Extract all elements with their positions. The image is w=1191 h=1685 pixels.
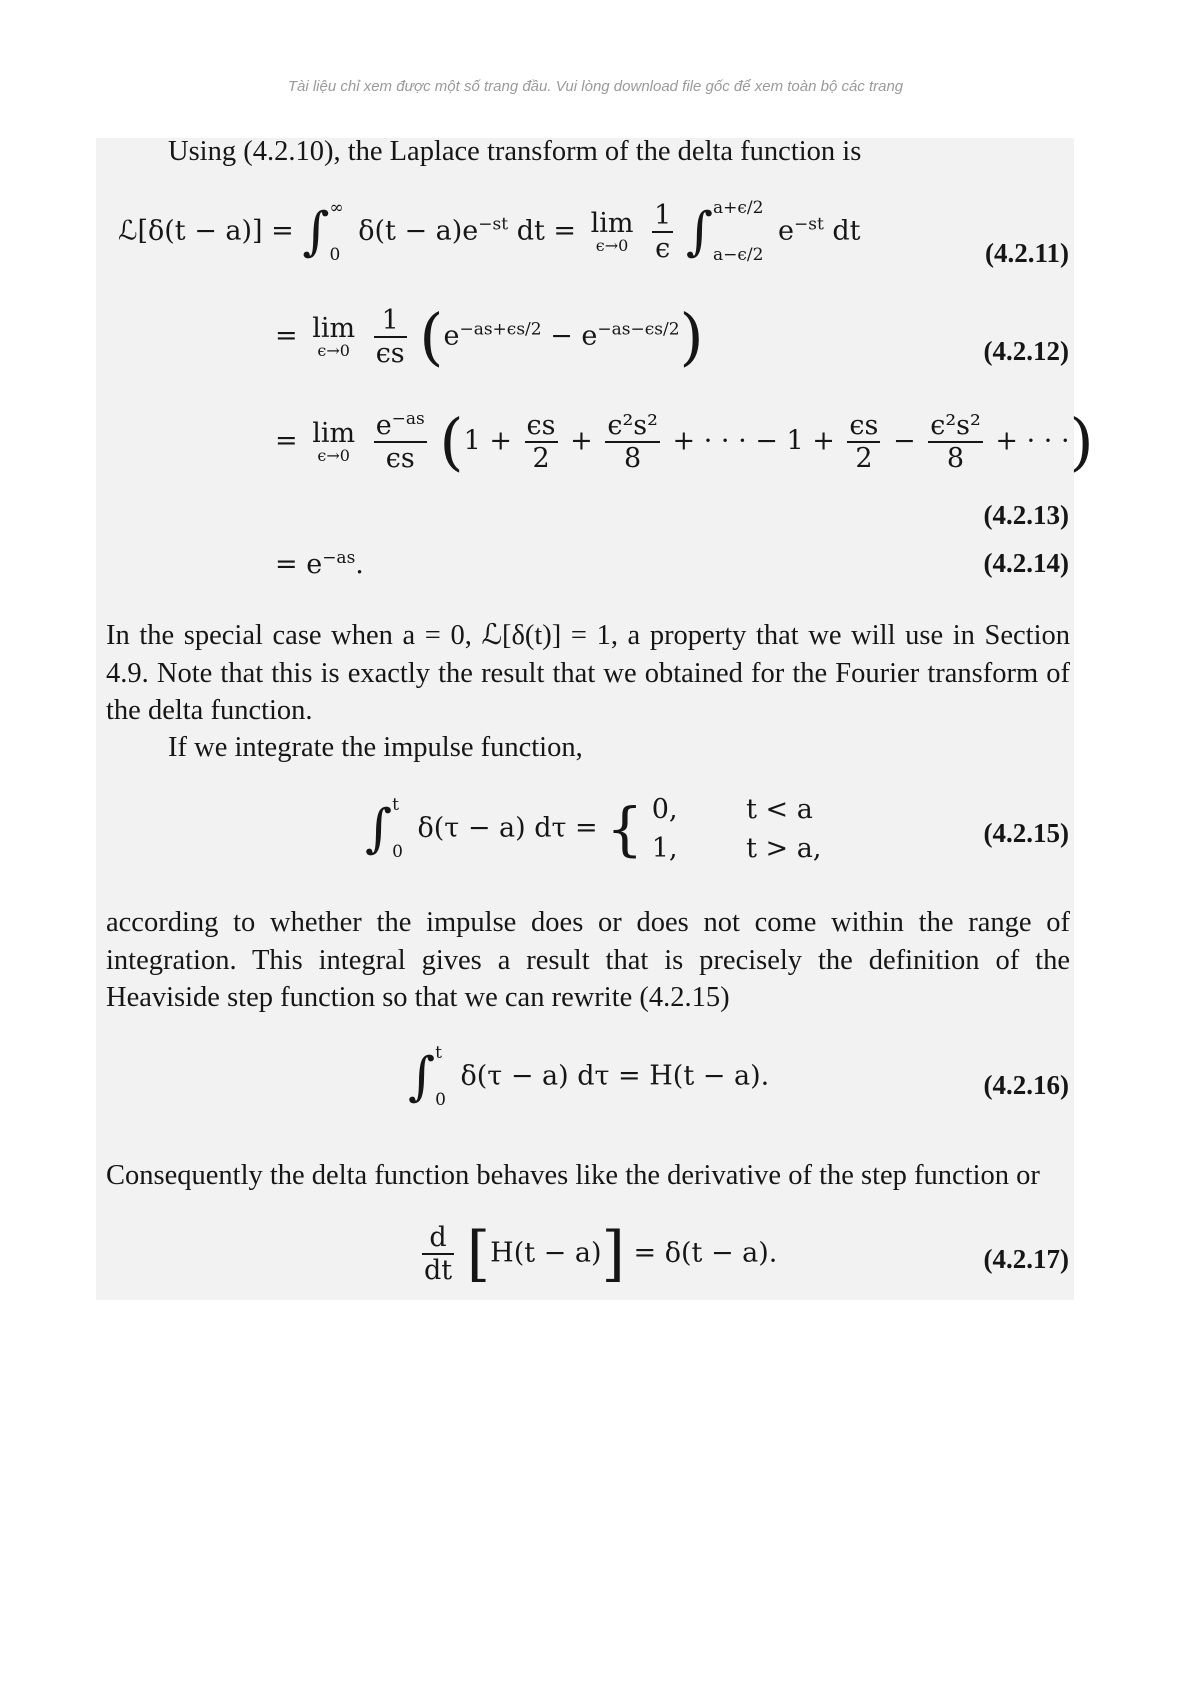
eq12-limit: lim ϵ→0 [312,312,356,360]
equation-4-2-11 [118,200,861,264]
equation-4-2-15 [365,790,821,868]
eq11-e2: e [778,215,794,247]
equation-number: (4.2.14) [983,548,1069,578]
eq11-limit: lim ϵ→0 [590,207,634,255]
eq14-body: = e [275,549,323,580]
right-paren: ) [1069,405,1094,479]
eq16-body: δ(τ − a) dτ = H(t − a). [460,1060,770,1092]
equation-number: (4.2.11) [985,238,1069,268]
eq13-frac1: $\frac{\epsilon s}{2}$ [526,410,556,475]
consequently-paragraph: Consequently the delta function behaves like the derivative of the step function or [106,1160,1040,1191]
eq13-minus: − [884,425,925,457]
eq15-case-values: 0, 1, [651,794,678,865]
eq12-exp1: −as+ϵs/2 [459,319,542,340]
intro-paragraph: Using (4.2.10), the Laplace transform of the delta function is [168,136,862,167]
eq13-tail: + · · · [986,425,1070,457]
left-brace: { [606,795,644,864]
equation-4-2-13 [275,405,1094,479]
according-paragraph: according to whether the impulse does or does not come within the range of integration. This integral gives a result that is precisely the definition of the Heaviside step function so that we can rewrite (4.2.15) [106,907,1070,1013]
eq12-equals: = [275,320,298,352]
eq13-equals: = [275,425,298,457]
equation-4-2-12 [275,300,704,374]
eq15-integrand: δ(τ − a) dτ = [417,812,598,844]
eq11-exp1: −st [478,214,509,235]
special-case-paragraph: In the special case when a = 0, ℒ[δ(t)] = 1, a property that we will use in Section 4.9. Note that this is exactly the result that we obtained for the Fourier transform of the delta function. [106,620,1070,726]
equation-number: (4.2.13) [983,500,1069,530]
eq11-dt1: dt = [516,215,585,247]
right-paren: ) [679,300,704,374]
eq12-minus: − [541,320,582,352]
eq17-rhs: = δ(t − a). [633,1237,778,1269]
eq15-int-limits: t 0 [392,795,403,863]
left-bracket: [ [466,1219,491,1290]
eq13-prefactor: $\frac{e^{-as}}{\epsilon s}$ [375,409,425,475]
integral-sign: ∫ [408,1047,436,1107]
eq12-exp2: −as−ϵs/2 [597,319,680,340]
integral-sign: ∫ [685,202,713,263]
eq11-int2-limits: a+ϵ/2 a−ϵ/2 [712,198,764,266]
integral-sign: ∫ [365,799,393,860]
eq13-frac3: $\frac{\epsilon s}{2}$ [849,410,879,475]
eq11-lhs: ℒ[δ(t − a)] = [118,215,294,247]
equation-number: (4.2.12) [983,336,1069,366]
eq13-frac4: $\frac{\text{ϵ²s²}}{8}$ [930,410,981,475]
eq14-exp: −as [322,548,356,568]
right-bracket: ] [601,1219,625,1290]
eq17-inner: H(t − a) [490,1237,602,1269]
eq13-limit: lim ϵ→0 [312,417,356,465]
left-paren: ( [439,405,464,479]
equation-number: (4.2.16) [983,1070,1069,1100]
eq11-exp2: −st [793,214,824,235]
equation-4-2-16 [408,1045,769,1109]
eq12-e1: e [443,320,460,352]
integral-sign: ∫ [302,202,330,263]
equation-number: (4.2.15) [983,818,1069,848]
equation-4-2-17 [418,1219,778,1290]
left-paren: ( [419,300,444,374]
eq16-int-limits: t 0 [435,1043,446,1110]
equation-4-2-14 [275,548,364,580]
equation-number: (4.2.17) [983,1244,1069,1274]
eq13-term1: 1 + [463,425,521,457]
eq14-dot: . [355,549,364,580]
integrate-paragraph: If we integrate the impulse function, [168,732,583,763]
preview-watermark: Tài liệu chỉ xem được một số trang đầu. Vui lòng download file gốc để xem toàn bộ các trang [287,78,904,95]
eq15-case-conditions: t < a t > a, [746,794,822,865]
eq13-middle: + · · · − 1 + [663,425,844,457]
eq11-int-limits: ∞ 0 [329,198,344,266]
eq11-integrand: δ(t − a)e [358,215,479,247]
eq11-one-over-eps: $\frac{1}{\epsilon}$ [654,200,672,265]
eq13-frac2: $\frac{\text{ϵ²s²}}{8}$ [607,410,658,475]
eq13-plus: + [561,425,602,457]
eq17-derivative: $\frac{d}{dt}$ [424,1222,453,1287]
eq11-dt2: dt [832,215,861,247]
eq12-fraction: $\frac{1}{\epsilon s}$ [375,305,405,370]
eq12-e2: e [581,320,598,352]
